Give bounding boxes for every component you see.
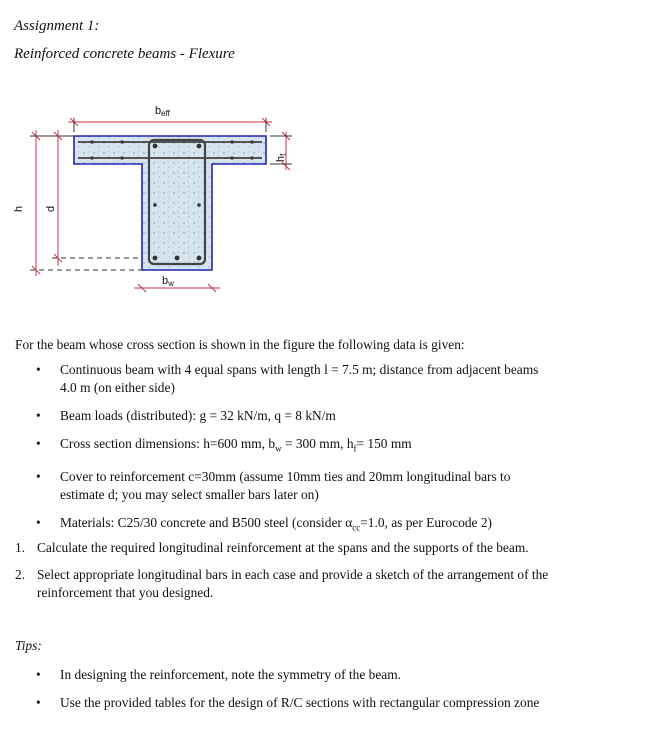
hf-label: hf bbox=[275, 153, 288, 162]
task-list bbox=[0, 539, 637, 602]
bullet: • bbox=[36, 436, 41, 451]
bw-label: bw bbox=[162, 275, 174, 288]
list-item: • Cover to reinforcement c=30mm (assume 10mm ties and 20mm longitudinal bars to estimate d; you may select smaller bars later on) bbox=[36, 468, 511, 502]
list-item: • Cross section dimensions: h=600 mm, $b_w = 300$ mm, $h_f= 150$ mm bbox=[36, 436, 412, 454]
bullet: • bbox=[36, 695, 41, 710]
t-beam-outline bbox=[74, 136, 266, 270]
tips-list bbox=[0, 666, 640, 712]
bullet: • bbox=[36, 408, 41, 423]
beff-dimension bbox=[68, 118, 272, 132]
intro-paragraph: For the beam whose cross section is shown in the figure the following data is given: bbox=[15, 337, 465, 352]
hf-dimension bbox=[270, 132, 292, 170]
assignment-heading: Assignment 1: bbox=[14, 18, 100, 34]
given-data-list bbox=[0, 361, 620, 536]
h-label: h bbox=[13, 205, 25, 212]
bullet: • bbox=[36, 667, 41, 682]
d-label: d bbox=[45, 205, 57, 212]
bullet: • bbox=[36, 468, 41, 484]
bw-dimension bbox=[134, 284, 220, 292]
list-item: • Materials: C25/30 concrete and B500 steel (consider $\alpha_{cc}=1.0$, as per Eurocode 2) bbox=[36, 514, 492, 533]
list-item: • Beam loads (distributed): g = 32 kN/m, q = 8 kN/m bbox=[36, 408, 336, 423]
beff-label: beff bbox=[155, 105, 170, 118]
list-item: • In designing the reinforcement, note the symmetry of the beam. bbox=[36, 667, 401, 682]
t-beam-cross-section-figure bbox=[13, 100, 322, 300]
assignment-subject: Reinforced concrete beams - Flexure bbox=[14, 46, 235, 62]
list-item: • Use the provided tables for the design of R/C sections with rectangular compression zone bbox=[36, 695, 540, 710]
bullet: • bbox=[36, 362, 41, 377]
list-item: 1. Calculate the required longitudinal reinforcement at the spans and the supports of the beam. bbox=[15, 540, 529, 555]
d-dimension bbox=[54, 130, 62, 266]
tips-heading: Tips: bbox=[15, 638, 42, 653]
list-item: • Continuous beam with 4 equal spans with length l = 7.5 m; distance from adjacent beams 4.0 m (on either side) bbox=[36, 362, 539, 395]
h-dimension bbox=[32, 130, 40, 276]
bullet: • bbox=[36, 514, 41, 530]
list-item: 2. Select appropriate longitudinal bars in each case and provide a sketch of the arrangement of the reinforcement that you designed. bbox=[15, 567, 549, 600]
